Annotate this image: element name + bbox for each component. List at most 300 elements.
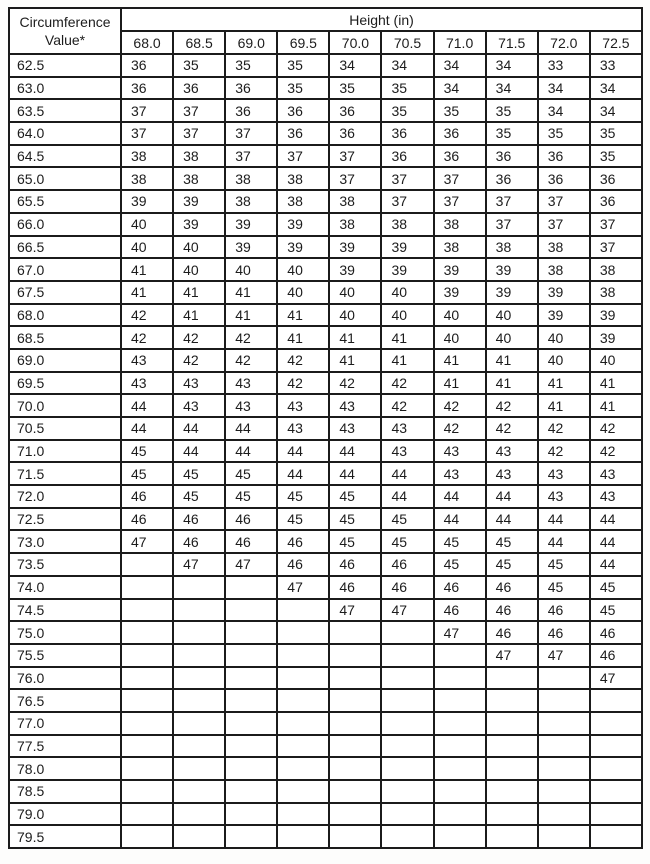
circumference-row-label: 77.0 (9, 712, 121, 735)
value-cell: 45 (329, 485, 381, 508)
circumference-row-label: 65.5 (9, 190, 121, 213)
value-cell: 36 (277, 122, 329, 145)
value-cell: 43 (329, 417, 381, 440)
value-cell: 37 (434, 167, 486, 190)
value-cell (434, 667, 486, 690)
value-cell: 39 (590, 304, 642, 327)
value-cell: 42 (277, 349, 329, 372)
value-cell (173, 689, 225, 712)
value-cell: 44 (329, 462, 381, 485)
value-cell (277, 712, 329, 735)
height-column-header: 71.5 (486, 31, 538, 54)
value-cell: 34 (381, 54, 433, 77)
value-cell: 35 (173, 54, 225, 77)
value-cell: 39 (486, 258, 538, 281)
value-cell: 44 (225, 417, 277, 440)
value-cell: 45 (173, 462, 225, 485)
value-cell: 36 (486, 145, 538, 168)
value-cell: 36 (381, 145, 433, 168)
value-cell: 36 (590, 167, 642, 190)
value-cell (590, 712, 642, 735)
value-cell: 44 (590, 553, 642, 576)
table-row (9, 735, 642, 758)
value-cell (538, 689, 590, 712)
value-cell: 44 (434, 485, 486, 508)
value-cell: 36 (225, 77, 277, 100)
value-cell: 35 (381, 77, 433, 100)
table-row (9, 258, 642, 281)
value-cell: 45 (538, 576, 590, 599)
value-cell: 46 (486, 621, 538, 644)
value-cell (225, 667, 277, 690)
value-cell: 43 (538, 462, 590, 485)
height-group-header: Height (in) (121, 8, 642, 31)
value-cell: 44 (381, 485, 433, 508)
value-cell (381, 644, 433, 667)
value-cell: 43 (381, 440, 433, 463)
value-cell: 46 (121, 485, 173, 508)
circumference-row-label: 66.0 (9, 213, 121, 236)
value-cell: 42 (173, 326, 225, 349)
value-cell: 42 (434, 394, 486, 417)
circumference-header-line1: Circumference (19, 13, 111, 30)
value-cell (381, 757, 433, 780)
value-cell: 43 (590, 485, 642, 508)
value-cell (381, 735, 433, 758)
value-cell: 47 (538, 644, 590, 667)
value-cell: 40 (329, 281, 381, 304)
table-row (9, 712, 642, 735)
value-cell: 39 (486, 281, 538, 304)
value-cell: 37 (381, 190, 433, 213)
value-cell: 40 (486, 326, 538, 349)
circumference-row-label: 74.0 (9, 576, 121, 599)
table-row (9, 236, 642, 259)
value-cell (486, 757, 538, 780)
table-row (9, 508, 642, 531)
value-cell: 37 (538, 190, 590, 213)
value-cell: 42 (121, 304, 173, 327)
value-cell: 40 (277, 281, 329, 304)
table-row (9, 530, 642, 553)
value-cell: 37 (121, 99, 173, 122)
value-cell: 40 (277, 258, 329, 281)
circumference-value-header (9, 8, 121, 54)
value-cell: 41 (173, 304, 225, 327)
value-cell (434, 689, 486, 712)
value-cell: 46 (121, 508, 173, 531)
value-cell (121, 712, 173, 735)
table-row (9, 145, 642, 168)
table-row (9, 757, 642, 780)
value-cell: 36 (590, 190, 642, 213)
value-cell (225, 803, 277, 826)
height-column-header: 70.0 (329, 31, 381, 54)
value-cell: 39 (225, 236, 277, 259)
circumference-row-label: 70.0 (9, 394, 121, 417)
value-cell (486, 735, 538, 758)
circumference-row-label: 62.5 (9, 54, 121, 77)
circumference-row-label: 71.5 (9, 462, 121, 485)
value-cell: 43 (381, 417, 433, 440)
value-cell (225, 576, 277, 599)
value-cell: 37 (590, 213, 642, 236)
value-cell: 41 (590, 372, 642, 395)
value-cell: 38 (225, 167, 277, 190)
value-cell (121, 757, 173, 780)
table-row (9, 304, 642, 327)
value-cell: 42 (590, 417, 642, 440)
value-cell: 38 (173, 145, 225, 168)
value-cell: 34 (434, 54, 486, 77)
value-cell: 34 (329, 54, 381, 77)
value-cell: 36 (538, 167, 590, 190)
value-cell (434, 735, 486, 758)
value-cell: 41 (277, 326, 329, 349)
value-cell: 38 (329, 190, 381, 213)
value-cell (329, 780, 381, 803)
value-cell: 44 (277, 440, 329, 463)
value-cell: 45 (538, 553, 590, 576)
circumference-row-label: 76.0 (9, 667, 121, 690)
value-cell: 38 (173, 167, 225, 190)
value-cell: 44 (121, 417, 173, 440)
value-cell (277, 803, 329, 826)
circumference-row-label: 68.5 (9, 326, 121, 349)
table-row (9, 599, 642, 622)
value-cell (173, 667, 225, 690)
value-cell (381, 689, 433, 712)
value-cell (329, 644, 381, 667)
value-cell (173, 735, 225, 758)
height-column-header: 68.0 (121, 31, 173, 54)
value-cell: 38 (225, 190, 277, 213)
value-cell: 46 (225, 530, 277, 553)
value-cell: 35 (590, 122, 642, 145)
value-cell (590, 803, 642, 826)
value-cell: 45 (329, 508, 381, 531)
value-cell: 37 (486, 213, 538, 236)
value-cell: 43 (329, 394, 381, 417)
value-cell (121, 735, 173, 758)
table-row (9, 462, 642, 485)
value-cell (538, 757, 590, 780)
value-cell: 40 (381, 281, 433, 304)
circumference-row-label: 79.0 (9, 803, 121, 826)
value-cell: 41 (277, 304, 329, 327)
value-cell: 46 (225, 508, 277, 531)
value-cell: 41 (434, 349, 486, 372)
value-cell: 34 (434, 77, 486, 100)
value-cell: 45 (381, 508, 433, 531)
value-cell (173, 644, 225, 667)
value-cell (538, 803, 590, 826)
value-cell: 43 (434, 440, 486, 463)
value-cell: 42 (486, 394, 538, 417)
value-cell: 45 (121, 462, 173, 485)
value-cell: 44 (225, 440, 277, 463)
value-cell: 45 (277, 508, 329, 531)
value-cell: 43 (121, 349, 173, 372)
value-cell: 40 (173, 236, 225, 259)
value-cell: 36 (173, 77, 225, 100)
value-cell (381, 621, 433, 644)
value-cell: 37 (329, 145, 381, 168)
circumference-row-label: 69.5 (9, 372, 121, 395)
value-cell (381, 667, 433, 690)
circumference-row-label: 70.5 (9, 417, 121, 440)
value-cell (486, 803, 538, 826)
value-cell (277, 667, 329, 690)
circumference-height-table (8, 7, 643, 849)
circumference-row-label: 76.5 (9, 689, 121, 712)
value-cell: 40 (538, 349, 590, 372)
value-cell: 37 (121, 122, 173, 145)
value-cell (538, 735, 590, 758)
value-cell (121, 667, 173, 690)
value-cell: 47 (381, 599, 433, 622)
circumference-header-line2: Value* (44, 32, 86, 48)
value-cell: 46 (173, 508, 225, 531)
value-cell: 37 (173, 122, 225, 145)
value-cell: 36 (329, 122, 381, 145)
value-cell: 35 (538, 122, 590, 145)
value-cell: 39 (381, 236, 433, 259)
value-cell (277, 644, 329, 667)
value-cell: 46 (538, 599, 590, 622)
table-row (9, 803, 642, 826)
value-cell: 42 (225, 326, 277, 349)
value-cell (381, 803, 433, 826)
value-cell: 45 (225, 462, 277, 485)
table-row (9, 167, 642, 190)
value-cell: 35 (277, 77, 329, 100)
value-cell: 40 (434, 304, 486, 327)
value-cell: 40 (173, 258, 225, 281)
table-row (9, 394, 642, 417)
value-cell: 45 (381, 530, 433, 553)
value-cell: 44 (381, 462, 433, 485)
table-row (9, 689, 642, 712)
circumference-row-label: 69.0 (9, 349, 121, 372)
table-row (9, 281, 642, 304)
value-cell: 47 (486, 644, 538, 667)
value-cell: 46 (277, 530, 329, 553)
value-cell: 41 (173, 281, 225, 304)
value-cell: 47 (329, 599, 381, 622)
table-row (9, 667, 642, 690)
value-cell (434, 825, 486, 848)
circumference-row-label: 65.0 (9, 167, 121, 190)
value-cell: 43 (173, 372, 225, 395)
value-cell: 42 (538, 417, 590, 440)
value-cell: 41 (381, 349, 433, 372)
value-cell (329, 667, 381, 690)
group-header-row (9, 8, 642, 31)
table-row (9, 213, 642, 236)
value-cell (329, 689, 381, 712)
value-cell: 44 (329, 440, 381, 463)
value-cell (225, 689, 277, 712)
circumference-row-label: 73.5 (9, 553, 121, 576)
circumference-row-label: 63.0 (9, 77, 121, 100)
value-cell: 43 (277, 417, 329, 440)
circumference-row-label: 71.0 (9, 440, 121, 463)
value-cell: 38 (381, 213, 433, 236)
value-cell: 43 (434, 462, 486, 485)
value-cell (486, 689, 538, 712)
value-cell (434, 780, 486, 803)
value-cell: 45 (486, 530, 538, 553)
value-cell: 43 (486, 440, 538, 463)
value-cell: 36 (121, 77, 173, 100)
value-cell: 37 (434, 190, 486, 213)
value-cell (277, 757, 329, 780)
value-cell: 41 (538, 394, 590, 417)
value-cell: 42 (121, 326, 173, 349)
value-cell: 37 (381, 167, 433, 190)
value-cell: 45 (434, 530, 486, 553)
value-cell: 42 (486, 417, 538, 440)
height-column-header: 71.0 (434, 31, 486, 54)
value-cell (486, 667, 538, 690)
value-cell: 37 (225, 145, 277, 168)
value-cell: 42 (381, 394, 433, 417)
value-cell (277, 689, 329, 712)
value-cell (329, 735, 381, 758)
circumference-row-label: 78.5 (9, 780, 121, 803)
value-cell (329, 712, 381, 735)
value-cell: 39 (538, 281, 590, 304)
value-cell: 38 (590, 281, 642, 304)
value-cell (590, 757, 642, 780)
value-cell (225, 780, 277, 803)
circumference-row-label: 73.0 (9, 530, 121, 553)
value-cell: 38 (434, 236, 486, 259)
value-cell: 41 (329, 326, 381, 349)
height-column-header: 72.5 (590, 31, 642, 54)
value-cell: 44 (486, 485, 538, 508)
value-cell (121, 644, 173, 667)
value-cell (434, 644, 486, 667)
table-row (9, 77, 642, 100)
value-cell: 43 (225, 372, 277, 395)
value-cell: 45 (173, 485, 225, 508)
value-cell (329, 757, 381, 780)
value-cell: 44 (590, 530, 642, 553)
value-cell: 39 (434, 258, 486, 281)
value-cell: 39 (121, 190, 173, 213)
value-cell: 34 (590, 77, 642, 100)
height-column-header: 72.0 (538, 31, 590, 54)
value-cell: 35 (486, 99, 538, 122)
value-cell: 40 (381, 304, 433, 327)
value-cell (590, 689, 642, 712)
value-cell: 40 (434, 326, 486, 349)
value-cell (121, 689, 173, 712)
value-cell: 46 (329, 553, 381, 576)
value-cell (277, 735, 329, 758)
table-row (9, 122, 642, 145)
value-cell: 35 (329, 77, 381, 100)
table-row (9, 349, 642, 372)
value-cell: 40 (121, 236, 173, 259)
value-cell (486, 712, 538, 735)
value-cell: 47 (277, 576, 329, 599)
height-column-header: 70.5 (381, 31, 433, 54)
value-cell: 46 (434, 599, 486, 622)
value-cell: 36 (277, 99, 329, 122)
circumference-row-label: 79.5 (9, 825, 121, 848)
value-cell: 43 (225, 394, 277, 417)
value-cell: 39 (173, 190, 225, 213)
value-cell (225, 712, 277, 735)
height-column-header: 69.0 (225, 31, 277, 54)
value-cell: 46 (434, 576, 486, 599)
value-cell: 41 (590, 394, 642, 417)
value-cell: 38 (590, 258, 642, 281)
value-cell: 39 (225, 213, 277, 236)
value-cell (225, 644, 277, 667)
value-cell: 38 (277, 167, 329, 190)
value-cell (277, 780, 329, 803)
value-cell: 39 (381, 258, 433, 281)
value-cell: 40 (225, 258, 277, 281)
circumference-row-label: 77.5 (9, 735, 121, 758)
value-cell: 35 (277, 54, 329, 77)
value-cell: 37 (590, 236, 642, 259)
value-cell: 47 (121, 530, 173, 553)
value-cell: 36 (486, 167, 538, 190)
value-cell (173, 757, 225, 780)
circumference-row-label: 72.0 (9, 485, 121, 508)
circumference-row-label: 64.0 (9, 122, 121, 145)
value-cell: 38 (538, 258, 590, 281)
circumference-row-label: 64.5 (9, 145, 121, 168)
value-cell: 41 (225, 281, 277, 304)
value-cell: 42 (538, 440, 590, 463)
value-cell: 42 (277, 372, 329, 395)
value-cell: 38 (486, 236, 538, 259)
value-cell (434, 803, 486, 826)
value-cell: 46 (329, 576, 381, 599)
value-cell: 46 (381, 553, 433, 576)
circumference-row-label: 75.5 (9, 644, 121, 667)
value-cell: 45 (277, 485, 329, 508)
value-cell: 43 (121, 372, 173, 395)
value-cell: 46 (590, 621, 642, 644)
value-cell (225, 621, 277, 644)
value-cell: 44 (486, 508, 538, 531)
value-cell (486, 780, 538, 803)
value-cell (381, 712, 433, 735)
value-cell (329, 825, 381, 848)
value-cell: 34 (538, 77, 590, 100)
height-column-header: 68.5 (173, 31, 225, 54)
table-row (9, 54, 642, 77)
table-row (9, 326, 642, 349)
table-body (9, 54, 642, 848)
value-cell: 39 (590, 326, 642, 349)
value-cell: 36 (121, 54, 173, 77)
value-cell (329, 803, 381, 826)
value-cell: 46 (173, 530, 225, 553)
circumference-row-label: 67.0 (9, 258, 121, 281)
value-cell: 45 (486, 553, 538, 576)
value-cell: 41 (486, 349, 538, 372)
value-cell: 44 (590, 508, 642, 531)
circumference-row-label: 67.5 (9, 281, 121, 304)
